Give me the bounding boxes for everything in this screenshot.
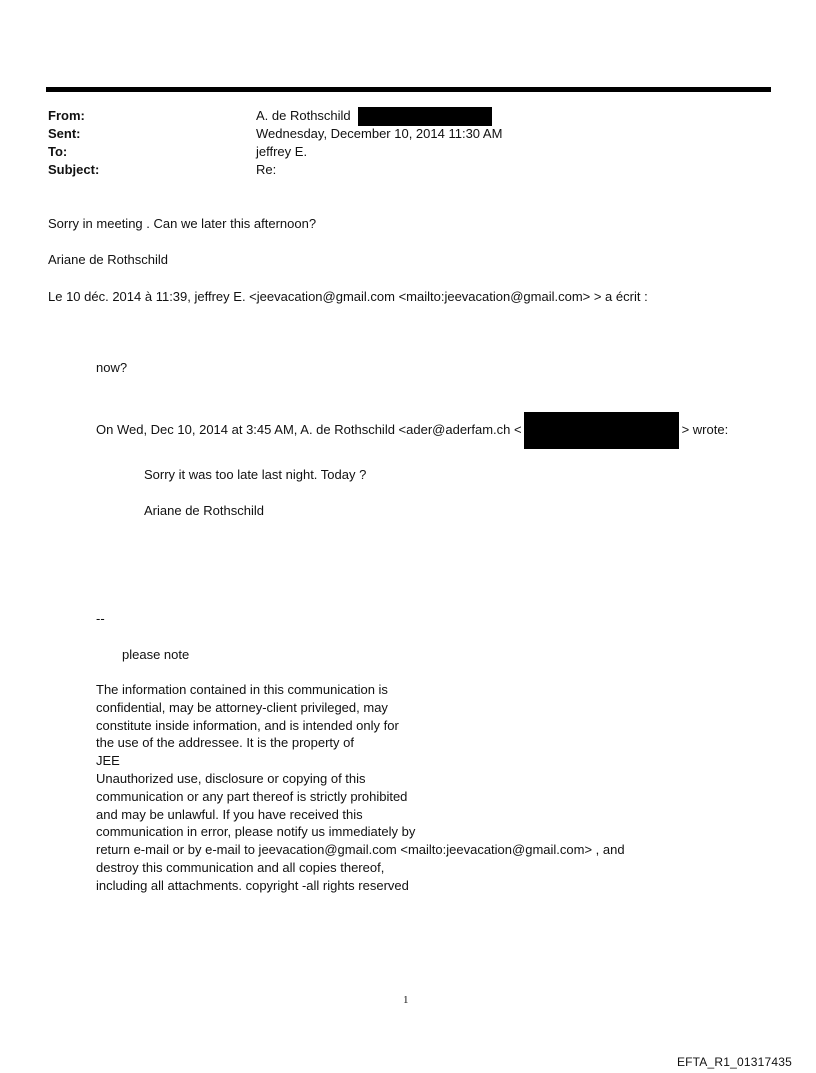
header-rule: [46, 87, 771, 92]
body-line-1: Sorry in meeting . Can we later this afternoon?: [48, 216, 317, 231]
to-value: jeffrey E.: [256, 144, 308, 159]
disclaimer-line: return e-mail or by e-mail to jeevacation@gmail.com <mailto:jeevacation@gmail.com> , and: [96, 842, 625, 858]
quote2-line-1: Sorry it was too late last night. Today ?: [144, 467, 367, 482]
disclaimer-line: the use of the addressee. It is the property of: [96, 735, 354, 751]
disclaimer-line: including all attachments. copyright -all rights reserved: [96, 877, 409, 893]
disclaimer-line: constitute inside information, and is intended only for: [96, 717, 399, 733]
disclaimer-line: Unauthorized use, disclosure or copying of this: [96, 770, 366, 786]
quote-intro: Le 10 déc. 2014 à 11:39, jeffrey E. <jeevacation@gmail.com <mailto:jeevacation@gmail.com> > a écrit :: [48, 289, 648, 304]
disclaimer-line: The information contained in this communication is: [96, 682, 388, 697]
redaction-box: [524, 412, 679, 449]
quote2-signature: Ariane de Rothschild: [144, 503, 264, 518]
disclaimer-line: destroy this communication and all copies thereof,: [96, 859, 385, 875]
subject-value: Re:: [256, 162, 277, 177]
disclaimer-block: [96, 681, 625, 895]
disclaimer-line: JEE: [96, 753, 120, 769]
signature-separator: --: [96, 611, 105, 626]
subject-label: Subject:: [48, 162, 100, 177]
body-signature: Ariane de Rothschild: [48, 252, 168, 267]
from-value: [256, 107, 492, 126]
quote2-intro-prefix: On Wed, Dec 10, 2014 at 3:45 AM, A. de Rothschild <ader@aderfam.ch <: [96, 421, 522, 437]
redaction-box: [358, 107, 492, 126]
bates-number: EFTA_R1_01317435: [676, 1055, 792, 1069]
page-number: 1: [403, 994, 409, 1006]
to-label: To:: [48, 144, 68, 159]
please-note: please note: [122, 647, 190, 662]
disclaimer-line: and may be unlawful. If you have received this: [96, 806, 363, 822]
quote2-intro-suffix: > wrote:: [681, 421, 729, 437]
sent-value: Wednesday, December 10, 2014 11:30 AM: [256, 126, 503, 141]
disclaimer-line: communication in error, please notify us immediately by: [96, 824, 416, 840]
from-label: From:: [48, 108, 85, 123]
quote2-intro: [96, 412, 728, 449]
disclaimer-line: confidential, may be attorney-client privileged, may: [96, 699, 388, 715]
disclaimer-line: communication or any part thereof is strictly prohibited: [96, 788, 408, 804]
reply-line: now?: [96, 360, 128, 375]
from-name: A. de Rothschild: [256, 108, 351, 123]
sent-label: Sent:: [48, 126, 81, 141]
